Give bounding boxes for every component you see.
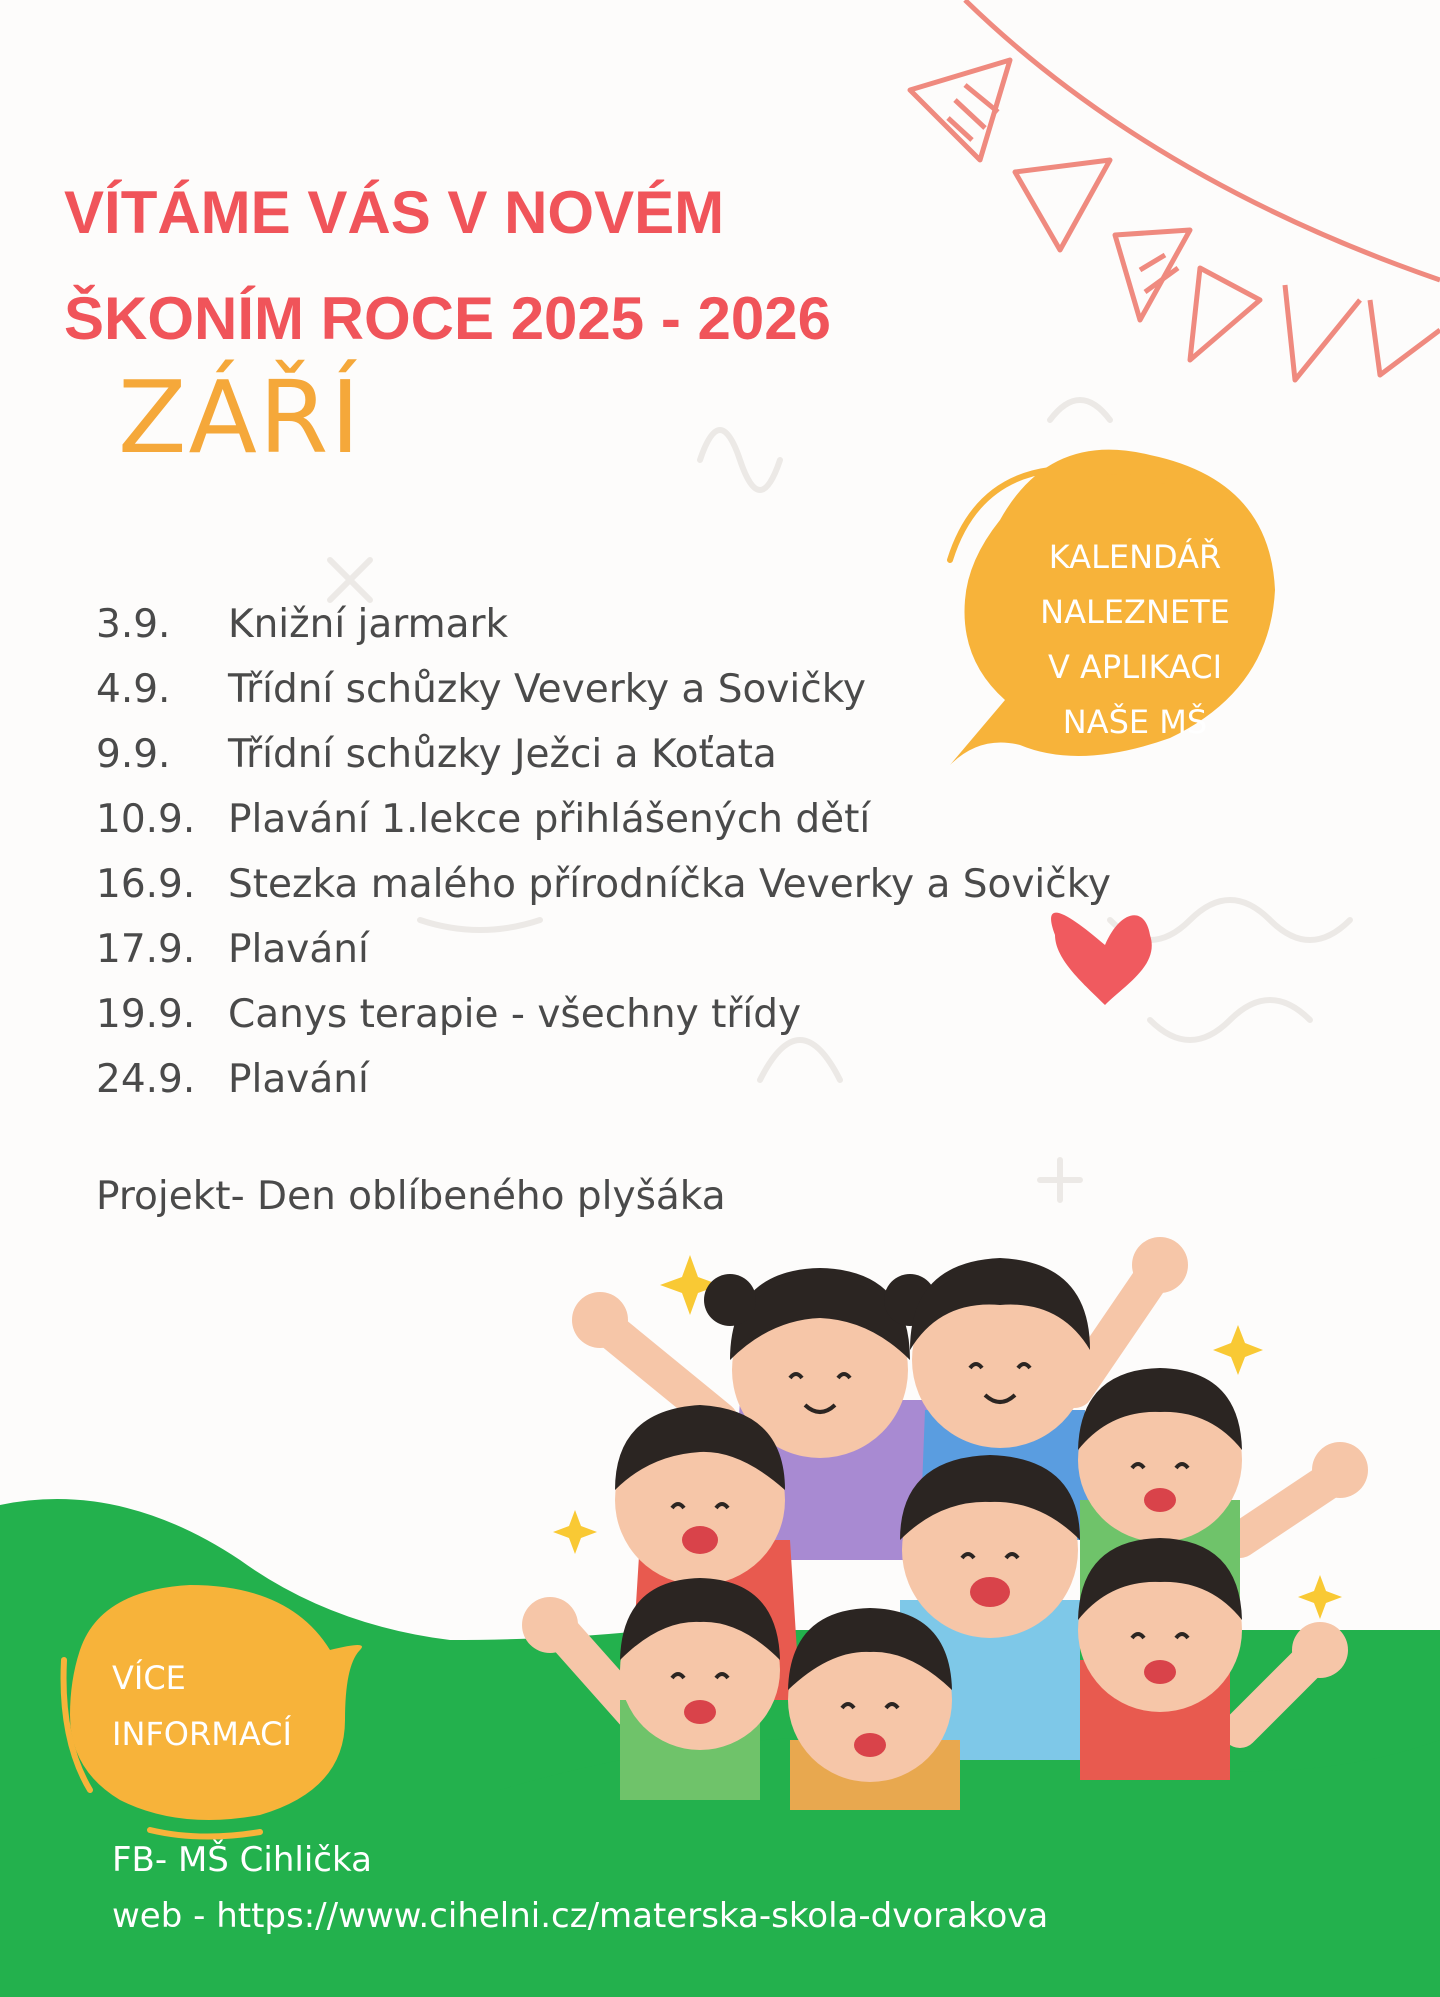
- bunting-flag: [1115, 230, 1190, 320]
- event-item: [96, 787, 1111, 852]
- more-info-line: INFORMACÍ: [112, 1715, 292, 1753]
- event-date: 4.9.: [96, 667, 171, 712]
- event-item: [96, 722, 1111, 787]
- event-list: [96, 592, 1111, 1112]
- event-text: Plavání 1.lekce přihlášených dětí: [228, 797, 871, 842]
- event-date: 10.9.: [96, 797, 196, 842]
- event-text: Plavání: [228, 927, 369, 972]
- more-info-line: VÍCE: [112, 1659, 186, 1697]
- more-info-text: [112, 1650, 292, 1762]
- event-text: Třídní schůzky Veverky a Sovičky: [228, 667, 866, 712]
- event-item: [96, 657, 1111, 722]
- event-item: [96, 592, 1111, 657]
- website-link[interactable]: web - https://www.cihelni.cz/materska-skola-dvorakova: [112, 1896, 1049, 1936]
- calendar-bubble-text: [1010, 530, 1260, 750]
- event-date: 9.9.: [96, 732, 171, 777]
- month-heading: ZÁŘÍ: [118, 359, 362, 476]
- event-text: Canys terapie - všechny třídy: [228, 992, 802, 1037]
- project-note: Projekt- Den oblíbeného plyšáka: [96, 1174, 726, 1219]
- calendar-bubble-line: NAŠE MŠ: [1062, 703, 1208, 741]
- event-item: [96, 852, 1111, 917]
- event-date: 3.9.: [96, 602, 171, 647]
- event-item: [96, 1047, 1111, 1112]
- event-item: [96, 917, 1111, 982]
- event-text: Stezka malého přírodníčka Veverky a Sovičky: [228, 862, 1111, 907]
- event-text: Třídní schůzky Ježci a Koťata: [228, 732, 777, 777]
- event-date: 17.9.: [96, 927, 196, 972]
- event-date: 24.9.: [96, 1057, 196, 1102]
- calendar-bubble-line: V APLIKACI: [1047, 648, 1223, 686]
- event-text: Plavání: [228, 1057, 369, 1102]
- event-item: [96, 982, 1111, 1047]
- event-date: 19.9.: [96, 992, 196, 1037]
- bunting-flag: [1285, 285, 1360, 380]
- event-text: Knižní jarmark: [228, 602, 509, 647]
- facebook-text: FB- MŠ Cihlička: [112, 1840, 372, 1880]
- bunting-flag: [1015, 160, 1110, 250]
- title-line-2: ŠKONÍM ROCE 2025 - 2026: [64, 285, 831, 352]
- footer-contacts: [112, 1832, 1048, 1944]
- children-illustration: [522, 1237, 1368, 1810]
- event-date: 16.9.: [96, 862, 196, 907]
- title-line-1: VÍTÁME VÁS V NOVÉM: [64, 179, 725, 246]
- bunting-flag: [1190, 268, 1260, 360]
- calendar-bubble-line: KALENDÁŘ: [1048, 538, 1222, 576]
- page-title: [64, 160, 831, 372]
- bunting-decoration: [910, 0, 1440, 380]
- calendar-bubble-line: NALEZNETE: [1040, 593, 1230, 631]
